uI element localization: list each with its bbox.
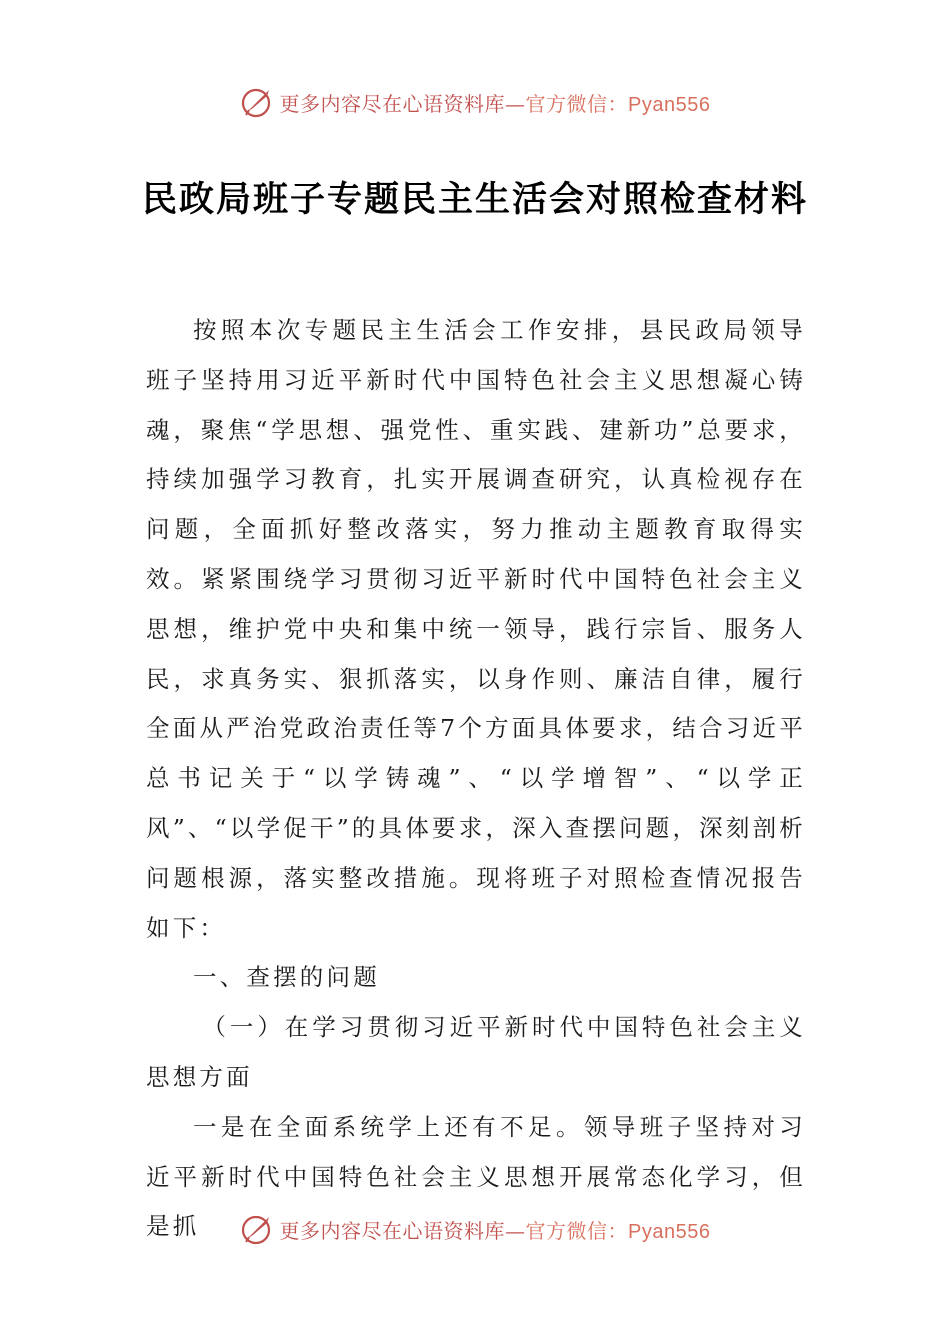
quill-pen-logo-icon [240,1212,274,1246]
banner-text: 更多内容尽在心语资料库—官方微信：Pyan556 [279,91,711,116]
document-title: 民政局班子专题民主生活会对照检查材料 [141,180,808,220]
footer-banner [0,1209,950,1249]
subsection-heading: （一）在学习贯彻习近平新时代中国特色社会主义思想方面 [146,1013,806,1091]
quill-pen-logo-icon [240,85,274,119]
document-body [146,306,806,1252]
section-heading: 一、查摆的问题 [193,963,380,992]
header-banner [0,82,950,122]
paragraph-point-one: 一是在全面系统学上还有不足。领导班子坚持对习近平新时代中国特色社会主义思想开展常态化学习，但是抓 [146,1112,806,1241]
banner-text: 更多内容尽在心语资料库—官方微信：Pyan556 [279,1218,711,1243]
paragraph-intro: 按照本次专题民主生活会工作安排，县民政局领导班子坚持用习近平新时代中国特色社会主义思想凝心铸魂，聚焦“学思想、强党性、重实践、建新功”总要求，持续加强学习教育，扎实开展调查研究，认真检视存在问题，全面抓好整改落实，努力推动主题教育取得实效。紧紧围绕学习贯彻习近平新时代中国特色社会主义思想，维护党中央和集中统一领导，践行宗旨、服务人民，求真务实、狠抓落实，以身作则、廉洁自律，履行全面从严治党政治责任等7个方面具体要求，结合习近平总书记关于“以学铸魂”、“以学增智”、“以学正风”、“以学促干”的具体要求，深入查摆问题，深刻剖析问题根源，落实整改措施。现将班子对照检查情况报告如下： [146,316,806,942]
